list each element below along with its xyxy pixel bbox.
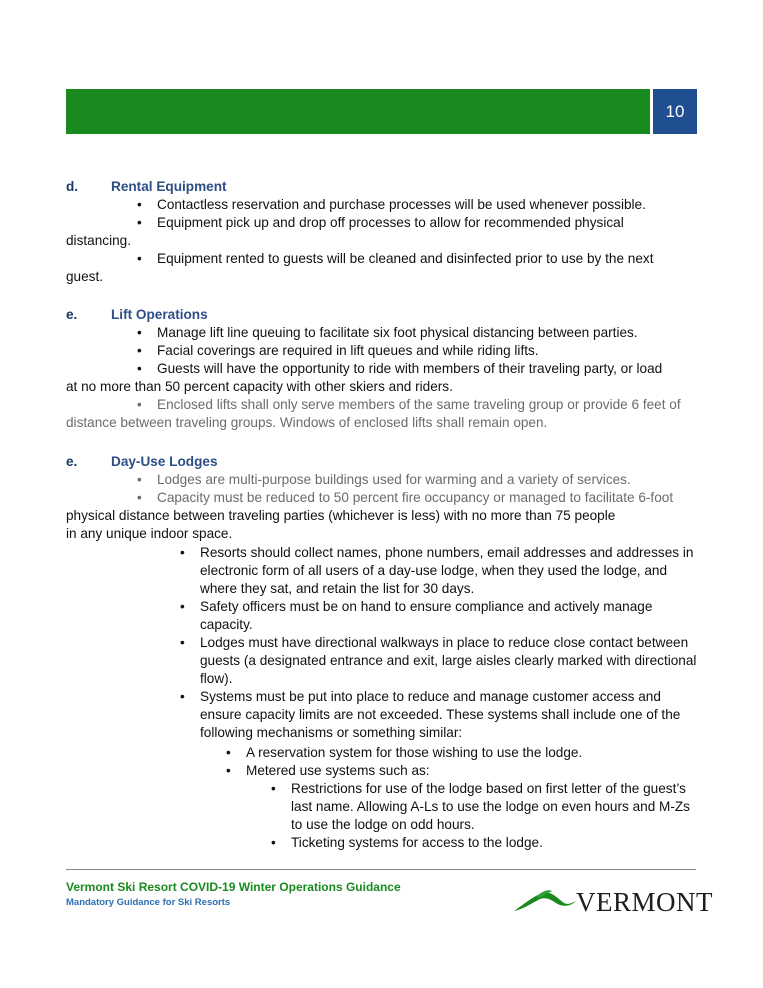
section-letter: d.: [66, 179, 79, 194]
bullet-icon: •: [180, 545, 185, 560]
bullet-icon: •: [180, 599, 185, 614]
footer-title: Vermont Ski Resort COVID-19 Winter Operations Guidance: [66, 880, 401, 894]
page-number: 10: [653, 89, 697, 134]
list-item: [135, 471, 696, 489]
list-item: [271, 834, 701, 852]
list-item: [135, 489, 696, 507]
bullet-icon: •: [137, 361, 142, 376]
list-item-text: physical distance between traveling parties (whichever is less) with no more than 75 people: [66, 508, 616, 523]
section-title: Rental Equipment: [111, 179, 227, 194]
list-item: [271, 780, 701, 834]
list-item-text: Systems must be put into place to reduce and manage customer access and ensure capacity limits are not exceeded. These systems shall include one of the following mechanisms or something similar:: [200, 689, 681, 740]
list-item-continuation: [66, 507, 627, 525]
list-item-text: guest.: [66, 269, 104, 284]
list-item-text: distancing.: [66, 233, 131, 248]
list-item: [135, 250, 696, 268]
list-item-text: Guests will have the opportunity to ride with members of their traveling party, or load: [157, 361, 663, 376]
list-item-continuation: [66, 378, 627, 396]
list-item: [135, 396, 696, 414]
list-item-text: Equipment pick up and drop off processes to allow for recommended physical: [157, 215, 624, 230]
nested-list-level-4: [271, 780, 701, 852]
nested-list-level-3: [226, 744, 696, 780]
bullet-icon: •: [137, 215, 142, 230]
list-item-text: Ticketing systems for access to the lodge.: [291, 835, 543, 850]
bullet-icon: •: [271, 835, 276, 850]
bullet-icon: •: [226, 763, 231, 778]
list-item: [135, 214, 696, 232]
list-item: [180, 634, 700, 688]
list-item: [226, 762, 696, 780]
header-bar: [66, 89, 650, 134]
bullet-icon: •: [137, 251, 142, 266]
list-item-text: Lodges are multi-purpose buildings used for warming and a variety of services.: [157, 472, 631, 487]
list-item-text: Lodges must have directional walkways in place to reduce close contact between guests (a designated entrance and exit, large aisles clearly marked with directional flow).: [200, 635, 697, 686]
list-item-text: Manage lift line queuing to facilitate six foot physical distancing between parties.: [157, 325, 638, 340]
list-item-text: Resorts should collect names, phone numbers, email addresses and addresses in electronic form of all users of a day-use lodge, when they used the lodge, and where they sat, and retain the list for 30 days.: [200, 545, 694, 596]
list-item-continuation: [66, 232, 627, 250]
section-body: [66, 471, 696, 543]
list-item: [135, 324, 696, 342]
footer-divider: [66, 869, 696, 870]
section-body: [66, 196, 696, 286]
section-letter: e.: [66, 307, 78, 322]
bullet-icon: •: [180, 635, 185, 650]
list-item-continuation: [66, 525, 627, 543]
list-item-text: in any unique indoor space.: [66, 526, 233, 541]
bullet-icon: •: [226, 745, 231, 760]
bullet-icon: •: [137, 490, 142, 505]
list-item-text: at no more than 50 percent capacity with other skiers and riders.: [66, 379, 453, 394]
bullet-icon: •: [137, 197, 142, 212]
list-item-text: Enclosed lifts shall only serve members of the same traveling group or provide 6 feet of: [157, 397, 681, 412]
list-item: [180, 598, 700, 634]
list-item-text: Restrictions for use of the lodge based on first letter of the guest’s last name. Allowing A-Ls to use the lodge on even hours and M-Zs to use the lodge on odd hours.: [291, 781, 690, 832]
list-item-text: Capacity must be reduced to 50 percent fire occupancy or managed to facilitate 6-foot: [157, 490, 674, 505]
list-item-text: Metered use systems such as:: [246, 763, 430, 778]
list-item: [180, 688, 700, 742]
bullet-icon: •: [137, 325, 142, 340]
list-item-continuation: [66, 268, 627, 286]
bullet-icon: •: [137, 397, 142, 412]
bullet-icon: •: [137, 343, 142, 358]
list-item: [135, 342, 696, 360]
section-title: Lift Operations: [111, 307, 208, 322]
list-item: [226, 744, 696, 762]
list-item-text: A reservation system for those wishing to use the lodge.: [246, 745, 583, 760]
list-item: [135, 360, 696, 378]
section-body: [66, 324, 696, 432]
bullet-icon: •: [271, 781, 276, 796]
section-letter: e.: [66, 454, 78, 469]
bullet-icon: •: [180, 689, 185, 704]
list-item-text: Equipment rented to guests will be cleaned and disinfected prior to use by the next: [157, 251, 654, 266]
list-item: [180, 544, 700, 598]
list-item: [135, 196, 696, 214]
list-item-text: Facial coverings are required in lift queues and while riding lifts.: [157, 343, 539, 358]
list-item-text: Safety officers must be on hand to ensure compliance and actively manage capacity.: [200, 599, 653, 632]
nested-list-level-2: [180, 544, 700, 742]
list-item-text: Contactless reservation and purchase processes will be used whenever possible.: [157, 197, 646, 212]
logo-text: VERMONT: [576, 887, 713, 917]
list-item-continuation: [66, 414, 627, 432]
bullet-icon: •: [137, 472, 142, 487]
section-title: Day-Use Lodges: [111, 454, 218, 469]
list-item-text: distance between traveling groups. Windows of enclosed lifts shall remain open.: [66, 415, 548, 430]
footer-subtitle: Mandatory Guidance for Ski Resorts: [66, 897, 231, 908]
